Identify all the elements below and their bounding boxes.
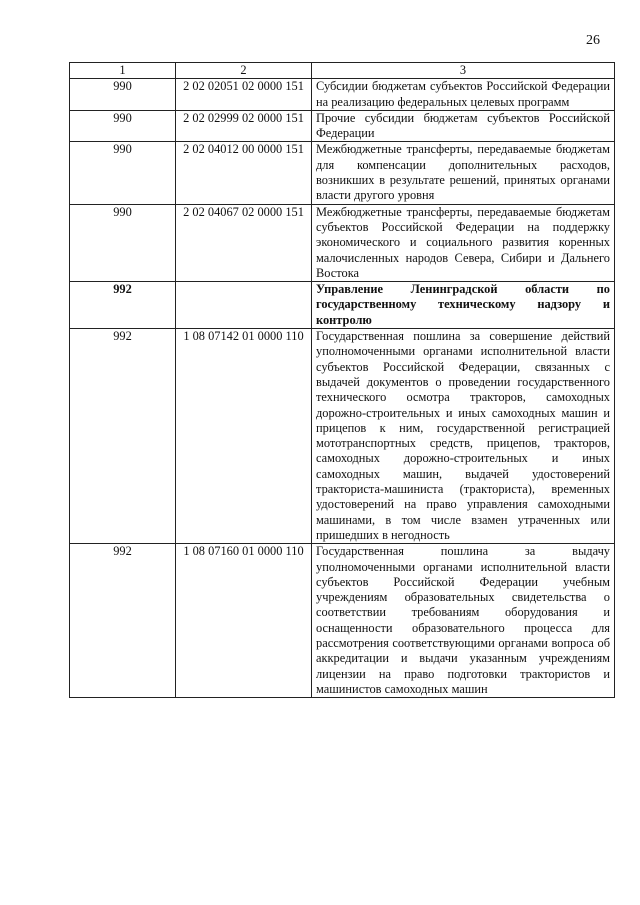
admin-code-cell: 990 (70, 110, 176, 142)
table-header-row (70, 63, 615, 79)
kbk-code-cell: 2 02 04012 00 0000 151 (176, 142, 312, 204)
table-row (70, 142, 615, 204)
table-row (70, 79, 615, 111)
kbk-code-cell: 2 02 02999 02 0000 151 (176, 110, 312, 142)
admin-code-cell: 990 (70, 79, 176, 111)
column-header-3: 3 (312, 63, 615, 79)
kbk-code-cell: 2 02 04067 02 0000 151 (176, 204, 312, 281)
admin-code-cell: 990 (70, 204, 176, 281)
section-header-row (70, 282, 615, 329)
kbk-code-cell: 1 08 07160 01 0000 110 (176, 544, 312, 698)
kbk-code-cell: 2 02 02051 02 0000 151 (176, 79, 312, 111)
table-row (70, 329, 615, 544)
budget-classification-table (69, 62, 615, 698)
description-cell: Государственная пошлина за выдачу уполномоченными органами исполнительной власти субъектов Российской Федерации учебным учреждениям образовательных свидетельства о соответствии требованиям оборудования и оснащенности образовательного процесса для рассмотрения соответствующими органами вопроса об аккредитации и выдачи указанным учреждениям лицензии на право подготовки трактористов и машинистов самоходных машин (312, 544, 615, 698)
admin-code-cell: 992 (70, 544, 176, 698)
column-header-2: 2 (176, 63, 312, 79)
admin-code-cell: 992 (70, 282, 176, 329)
table-row (70, 110, 615, 142)
description-cell: Межбюджетные трансферты, передаваемые бюджетам для компенсации дополнительных расходов, возникших в результате решений, принятых органами власти другого уровня (312, 142, 615, 204)
description-cell: Прочие субсидии бюджетам субъектов Российской Федерации (312, 110, 615, 142)
column-header-1: 1 (70, 63, 176, 79)
table-row (70, 204, 615, 281)
kbk-code-cell: 1 08 07142 01 0000 110 (176, 329, 312, 544)
kbk-code-cell (176, 282, 312, 329)
admin-code-cell: 990 (70, 142, 176, 204)
admin-code-cell: 992 (70, 329, 176, 544)
description-cell: Межбюджетные трансферты, передаваемые бюджетам субъектов Российской Федерации на поддержку экономического и социального развития коренных малочисленных народов Севера, Сибири и Дальнего Востока (312, 204, 615, 281)
table-row (70, 544, 615, 698)
description-cell: Субсидии бюджетам субъектов Российской Федерации на реализацию федеральных целевых программ (312, 79, 615, 111)
description-cell: Государственная пошлина за совершение действий уполномоченными органами исполнительной власти субъектов Российской Федерации, связанных с выдачей документов о проведении государственного технического осмотра тракторов, самоходных дорожно-строительных и иных самоходных машин и прицепов к ним, государственной регистрацией мототранспортных средств, прицепов, тракторов, самоходных дорожно-строительных и иных самоходных машин, выдачей удостоверений тракториста-машиниста (тракториста), временных удостоверений на право управления самоходными машинами, в том числе взамен утраченных или пришедших в негодность (312, 329, 615, 544)
page-number: 26 (586, 33, 600, 48)
administrator-name-cell: Управление Ленинградской области по государственному техническому надзору и контролю (312, 282, 615, 329)
